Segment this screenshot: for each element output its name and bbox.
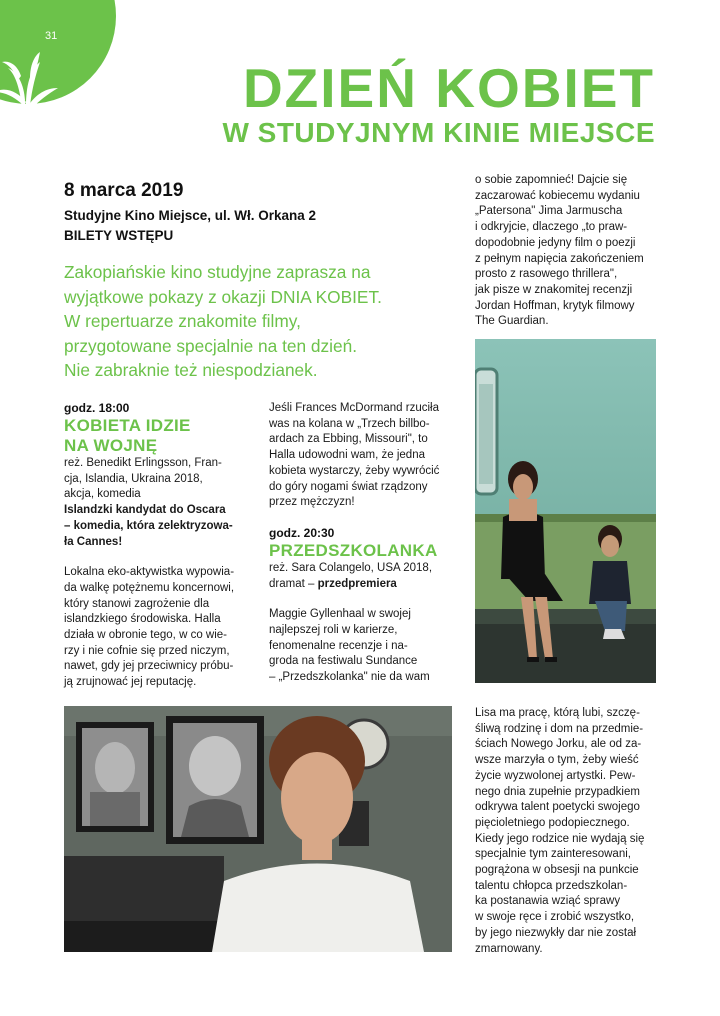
body-line: najlepszej roli w karierze,	[269, 624, 398, 637]
body-line: – „Przedszkolanka" nie da wam	[269, 671, 430, 684]
body-line: ją zrujnować jej reputację.	[64, 676, 197, 689]
body-line: zaczarować kobiecemu wydaniu	[475, 189, 640, 202]
body-line: islandzkiego środowiska. Halla	[64, 613, 221, 626]
body-line: życie wyzwolonej artystki. Pew-	[475, 769, 636, 782]
body-line: rzy i nie cofnie się przed niczym,	[64, 644, 230, 657]
body-line: nawet, gdy jej przeciwnicy próbu-	[64, 660, 234, 673]
body-line: Kiedy jego rodzice nie wydają się	[475, 832, 645, 845]
event-date: 8 marca 2019	[64, 180, 184, 201]
film2-synopsis	[475, 706, 644, 957]
body-line: Lokalna eko-aktywistka wypowia-	[64, 566, 235, 579]
meta-line: cja, Islandia, Ukraina 2018,	[64, 472, 203, 485]
lead-line: wyjątkowe pokazy z okazji DNIA KOBIET.	[64, 286, 382, 307]
film1-title-line: KOBIETA IDZIE	[64, 416, 191, 435]
film2-body	[269, 607, 439, 686]
body-line: ardach za Ebbing, Missouri", to	[269, 433, 428, 446]
film1-still-illustration	[64, 706, 452, 952]
body-line: o sobie zapomnieć! Dajcie się	[475, 174, 628, 186]
body-line: zmarnowany.	[475, 942, 543, 955]
body-line: Maggie Gyllenhaal w swojej	[269, 608, 411, 621]
body-line: specjalnie tym zainteresowani,	[475, 848, 631, 861]
meta-line: akcja, komedia	[64, 488, 141, 501]
film2-still-photo	[475, 339, 656, 683]
body-line: i odkryjcie, dlaczego „to praw-	[475, 221, 628, 234]
body-line: kobieta wystarczy, żeby wywrócić	[269, 464, 440, 477]
film1-body	[64, 565, 234, 691]
body-line: wsze marzyła o tym, żeby wieść	[475, 754, 639, 767]
body-line: Jeśli Frances McDormand rzuciła	[269, 402, 439, 414]
lead-line: W repertuarze znakomite filmy,	[64, 311, 301, 332]
body-line: Jordan Hoffman, krytyk filmowy	[475, 299, 635, 312]
film2-body-cont	[475, 173, 644, 330]
body-line: The Guardian.	[475, 315, 549, 328]
body-line: was na kolana w „Trzech billbo-	[269, 417, 430, 430]
event-venue	[64, 206, 316, 246]
highlight-line: ła Cannes!	[64, 535, 123, 548]
body-line: przez mężczyzn!	[269, 496, 355, 509]
body-line: śliwą rodzinę i dom na przedmie-	[475, 722, 644, 735]
film1-still-photo	[64, 706, 452, 952]
body-line: nego dnia zupełnie przypadkiem	[475, 785, 640, 798]
body-line: ka postanawia wziąć sprawy	[475, 895, 621, 908]
body-line: Halla udowodni wam, że jedna	[269, 449, 425, 462]
page-number: 31	[45, 30, 58, 42]
highlight-line: – komedia, która zelektryzowa-	[64, 519, 233, 532]
body-line: który stanowi zagrożenie dla	[64, 597, 210, 610]
body-line: w swoje ręce i zrobić wszystko,	[475, 911, 635, 924]
column-2	[269, 401, 439, 686]
body-line: z pełnym napięcia zakończeniem	[475, 252, 644, 265]
film1-title-line: NA WOJNĘ	[64, 436, 158, 455]
lead-paragraph	[64, 260, 464, 383]
lead-line: Nie zabraknie też niespodzianek.	[64, 360, 318, 381]
meta-genre: dramat –	[269, 577, 318, 590]
film1-body-cont	[269, 401, 439, 511]
premiere-badge: przedpremiera	[317, 577, 397, 590]
body-line: do góry nogami świat rządzony	[269, 480, 428, 493]
film1-block	[64, 401, 234, 691]
tickets-label: BILETY WSTĘPU	[64, 228, 174, 243]
film2-block	[269, 526, 439, 686]
page-title: DZIEŃ KOBIET	[242, 57, 655, 119]
lead-line: Zakopiańskie kino studyjne zaprasza na	[64, 262, 371, 282]
meta-line	[269, 577, 439, 593]
lead-line: przygotowane specjalnie na ten dzień.	[64, 335, 358, 356]
body-line: prosto z rasowego thrillera",	[475, 268, 618, 281]
body-line: odkrywa talent poetycki swojego	[475, 801, 640, 814]
film2-meta	[269, 561, 439, 592]
body-line: da walkę potężnemu koncernowi,	[64, 581, 235, 594]
body-line: ściach Nowego Jorku, ale od za-	[475, 738, 642, 751]
body-line: groda na festiwalu Sundance	[269, 655, 418, 668]
body-line: jak pisze w znakomitej recenzji	[475, 283, 633, 296]
body-line: fenomenalne recenzje i na-	[269, 639, 408, 652]
film1-time: godz. 18:00	[64, 401, 130, 415]
body-line: talentu chłopca przedszkolan-	[475, 879, 628, 892]
body-line: Lisa ma pracę, którą lubi, szczę-	[475, 707, 640, 719]
body-line: „Patersona" Jima Jarmuscha	[475, 205, 623, 218]
film1-meta	[64, 456, 234, 550]
highlight-line: Islandzki kandydat do Oscara	[64, 504, 226, 517]
body-line: pięcioletniego podopiecznego.	[475, 816, 630, 829]
body-line: pogrążona w obsesji na punkcie	[475, 864, 639, 877]
film2-time: godz. 20:30	[269, 525, 335, 540]
film2-title: PRZEDSZKOLANKA	[269, 540, 438, 560]
meta-line: reż. Benedikt Erlingsson, Fran-	[64, 457, 222, 469]
page-subtitle: W STUDYJNYM KINIE MIEJSCE	[222, 117, 655, 148]
meta-line: reż. Sara Colangelo, USA 2018,	[269, 561, 433, 574]
venue-address: Studyjne Kino Miejsce, ul. Wł. Orkana 2	[64, 208, 317, 223]
film2-still-illustration	[475, 339, 656, 683]
body-line: działa w obronie tego, w co wie-	[64, 629, 227, 642]
body-line: by jego niezwykły dar nie został	[475, 926, 637, 939]
body-line: dopodobnie jedyny film o poezji	[475, 236, 636, 249]
